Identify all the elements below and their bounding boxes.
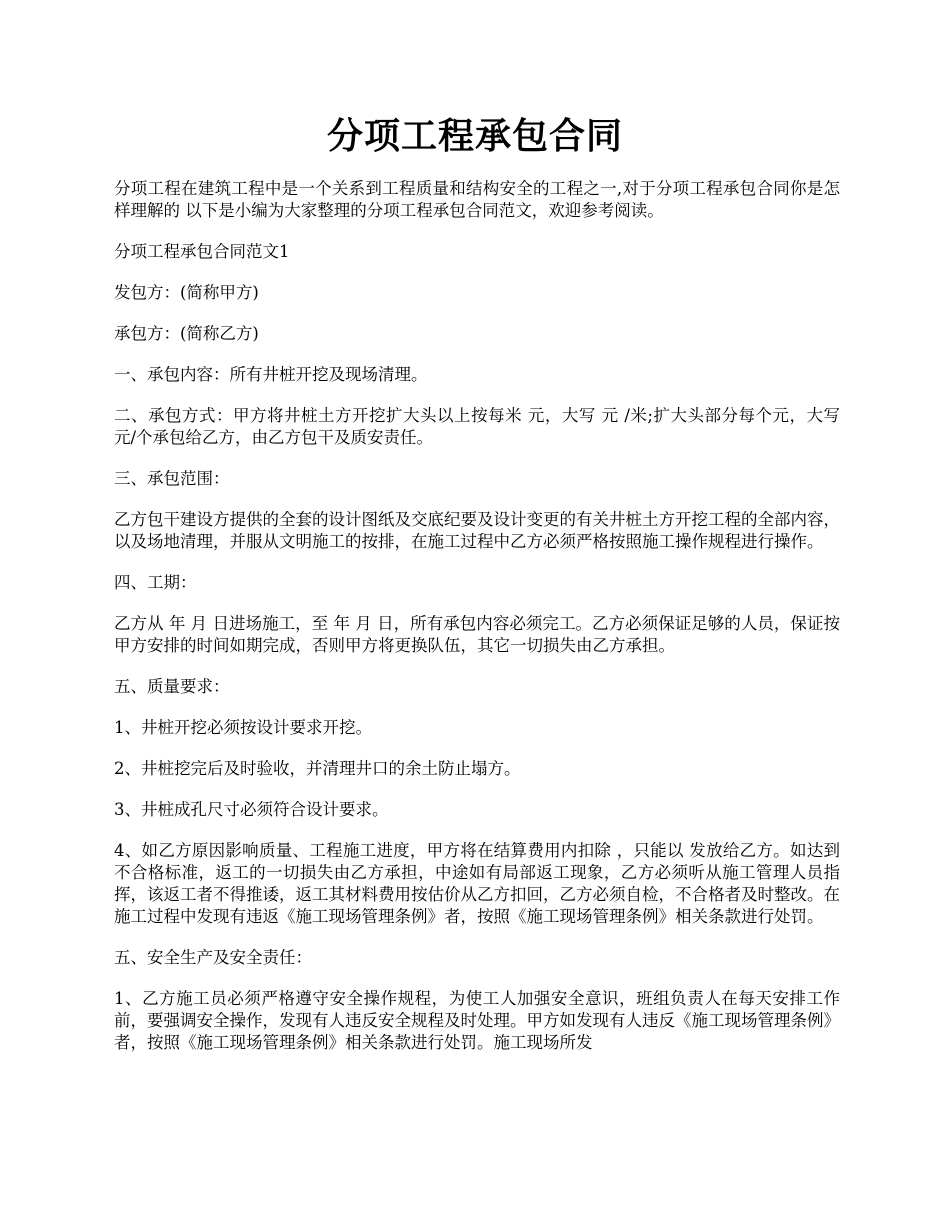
quality-item-2: 2、井桩挖完后及时验收，并清理井口的余土防止塌方。 — [114, 759, 521, 778]
section-scope-body: 乙方包干建设方提供的全套的设计图纸及交底纪要及设计变更的有关井桩土方开挖工程的全部内容，以及场地清理，并服从文明施工的按排，在施工过程中乙方必须严格按照施工操作规程进行操作。 — [114, 510, 840, 551]
quality-item-3: 3、井桩成孔尺寸必须符合设计要求。 — [114, 800, 389, 819]
section-schedule-heading: 四、工期： — [114, 573, 197, 592]
safety-item-1: 1、乙方施工员必须严格遵守安全操作规程，为使工人加强安全意识，班组负责人在每天安排工作前，要强调安全操作，发现有人违反安全规程及时处理。甲方如发现有人违反《施工现场管理条例》者，按照《施工现场管理条例》相关条款进行处罚。施工现场所发 — [114, 989, 840, 1052]
section-contract-method: 二、承包方式：甲方将井桩土方开挖扩大头以上按每米 元，大写 元 /米;扩大头部分每个元，大写 元/个承包给乙方，由乙方包干及质安责任。 — [114, 406, 840, 447]
section-schedule-body: 乙方从 年 月 日进场施工，至 年 月 日，所有承包内容必须完工。乙方必须保证足够的人员，保证按甲方安排的时间如期完成，否则甲方将更换队伍，其它一切损失由乙方承担。 — [114, 614, 840, 655]
intro-paragraph: 分项工程在建筑工程中是一个关系到工程质量和结构安全的工程之一,对于分项工程承包合同你是怎样理解的 以下是小编为大家整理的分项工程承包合同范文，欢迎参考阅读。 — [114, 179, 840, 220]
section-quality-heading: 五、质量要求： — [114, 677, 230, 696]
section-contract-content: 一、承包内容：所有井桩开挖及现场清理。 — [114, 365, 428, 384]
sample-heading: 分项工程承包合同范文1 — [114, 242, 290, 261]
party-a-line: 发包方：(简称甲方) — [114, 283, 259, 302]
party-b-line: 承包方：(简称乙方) — [114, 324, 259, 343]
quality-item-4: 4、如乙方原因影响质量、工程施工进度，甲方将在结算费用内扣除 ，只能以 发放给乙方。如达到不合格标准，返工的一切损失由乙方承担，中途如有局部返工现象，乙方必须听从施工管理人员指挥，该返工者不得推诿，返工其材料费用按估价从乙方扣回，乙方必须自检，不合格者及时整改。在施工过程中发现有违返《施工现场管理条例》者，按照《施工现场管理条例》相关条款进行处罚。 — [114, 841, 840, 926]
document-title: 分项工程承包合同 — [326, 115, 623, 157]
section-safety-heading: 五、安全生产及安全责任： — [114, 948, 312, 967]
document-body — [114, 178, 840, 1073]
section-scope-heading: 三、承包范围： — [114, 469, 230, 488]
quality-item-1: 1、井桩开挖必须按设计要求开挖。 — [114, 718, 372, 737]
